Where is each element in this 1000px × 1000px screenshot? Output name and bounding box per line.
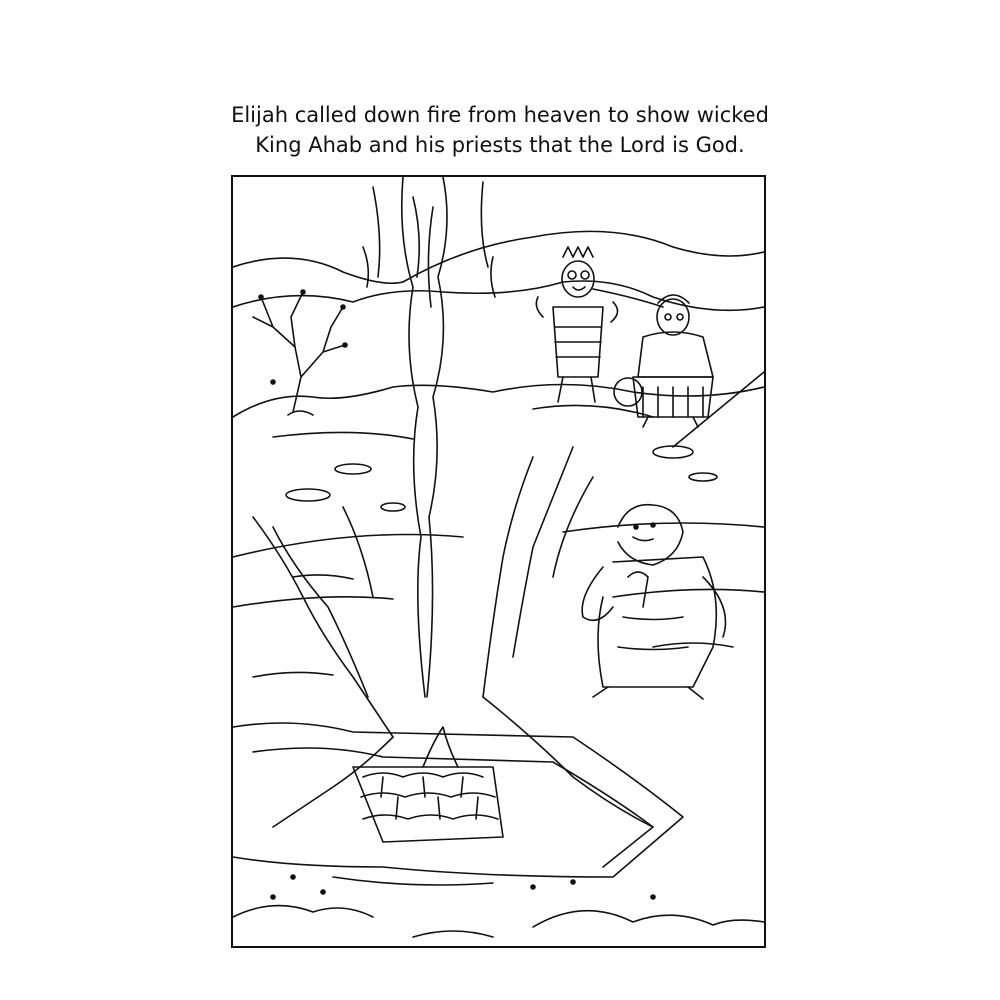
fire-column	[363, 177, 495, 697]
king-ahab	[536, 247, 663, 406]
altar	[233, 723, 683, 899]
illustration-frame	[231, 175, 766, 948]
coloring-illustration	[233, 177, 764, 946]
caption-line-2: King Ahab and his priests that the Lord is God.	[255, 133, 745, 157]
side-flames	[253, 447, 653, 827]
page-caption	[0, 100, 1000, 160]
ground-rocks	[233, 906, 764, 937]
elijah	[582, 505, 725, 699]
caption-line-1: Elijah called down fire from heaven to show wicked	[231, 103, 769, 127]
priest	[633, 295, 764, 447]
